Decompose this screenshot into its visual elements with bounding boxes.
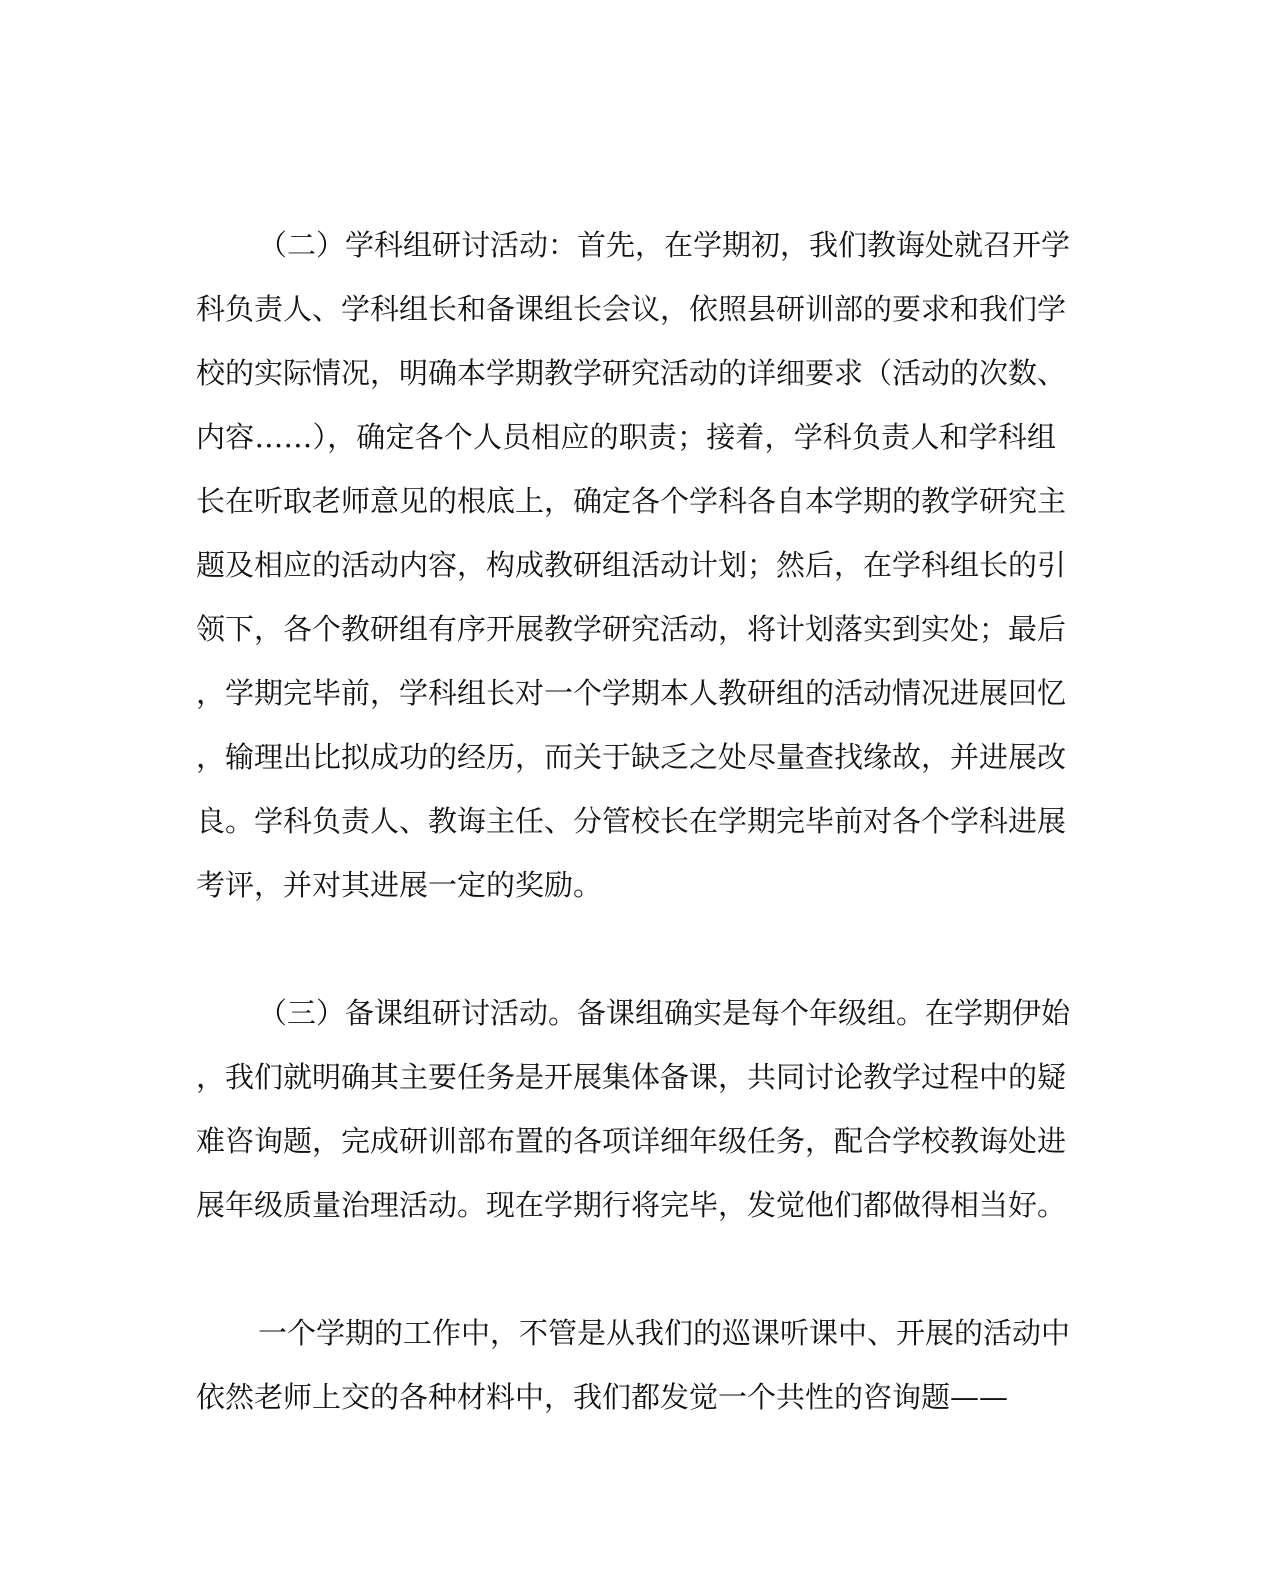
- paragraph-2-line-11: 考评，并对其进展一定的奖励。: [196, 868, 603, 902]
- paragraph-4-line-1: 一个学期的工作中，不管是从我们的巡课听课中、开展的活动中: [258, 1316, 1071, 1350]
- paragraph-4-line-2: 依然老师上交的各种材料中，我们都发觉一个共性的咨询题——: [196, 1380, 1009, 1414]
- paragraph-2-line-5: 长在听取老师意见的根底上，确定各个学科各自本学期的教学研究主: [196, 484, 1067, 518]
- paragraph-2-line-3: 校的实际情况，明确本学期教学研究活动的详细要求（活动的次数、: [196, 356, 1067, 390]
- paragraph-2-line-8: ，学期完毕前，学科组长对一个学期本人教研组的活动情况进展回忆: [196, 676, 1067, 710]
- paragraph-3-line-4: 展年级质量治理活动。现在学期行将完毕，发觉他们都做得相当好。: [196, 1188, 1067, 1222]
- paragraph-2-line-9: ，输理出比拟成功的经历，而关于缺乏之处尽量查找缘故，并进展改: [196, 740, 1067, 774]
- paragraph-2-line-6: 题及相应的活动内容，构成教研组活动计划；然后，在学科组长的引: [196, 548, 1067, 582]
- paragraph-2-line-1: （二）学科组研讨活动：首先，在学期初，我们教诲处就召开学: [258, 228, 1071, 262]
- paragraph-2-line-4: 内容……），确定各个人员相应的职责；接着，学科负责人和学科组: [196, 420, 1056, 454]
- paragraph-3-line-2: ，我们就明确其主要任务是开展集体备课，共同讨论教学过程中的疑: [196, 1060, 1067, 1094]
- paragraph-2-line-10: 良。学科负责人、教诲主任、分管校长在学期完毕前对各个学科进展: [196, 804, 1067, 838]
- paragraph-2-line-2: 科负责人、学科组长和备课组长会议，依照县研训部的要求和我们学: [196, 292, 1067, 326]
- paragraph-2-line-7: 领下，各个教研组有序开展教学研究活动，将计划落实到实处；最后: [196, 612, 1067, 646]
- paragraph-3-line-1: （三）备课组研讨活动。备课组确实是每个年级组。在学期伊始: [258, 996, 1071, 1030]
- paragraph-3-line-3: 难咨询题，完成研训部布置的各项详细年级任务，配合学校教诲处进: [196, 1124, 1067, 1158]
